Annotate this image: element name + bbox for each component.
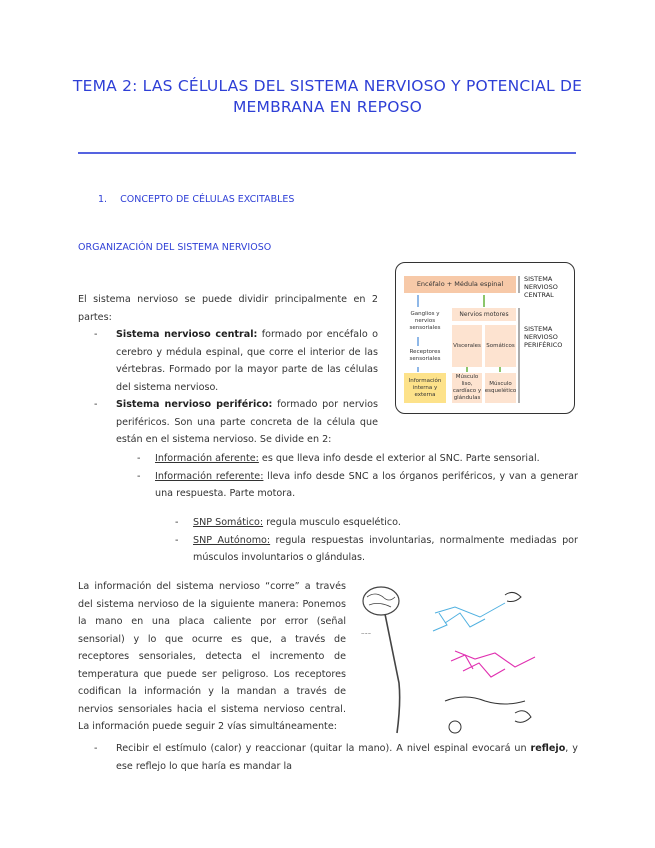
section-label: CONCEPTO DE CÉLULAS EXCITABLES <box>120 194 295 205</box>
snp-item-somatico: - SNP Somático: regula musculo esquelético. <box>175 517 401 528</box>
snp-text: regula musculo esquelético. <box>263 517 401 528</box>
info-item-aferente: - Información aferente: es que lleva info desde el exterior al SNC. Parte sensorial. <box>137 453 540 464</box>
diagram-musculo-esqueletico: Músculo esquelético <box>485 373 516 403</box>
intro-text: El sistema nervioso se puede dividir principalmente en 2 partes: <box>78 294 378 323</box>
reflex-bullet <box>78 740 578 775</box>
motor-neuron-sketch <box>451 651 535 677</box>
info-term: Información aferente: <box>155 453 259 464</box>
bullet-text: formado por encéfalo o cerebro y médula espinal, que corre el interior de las vértebras. Formado por la mayor parte de las células del sistema nervioso. <box>116 329 378 393</box>
info-item-referente: - Información referente: lleva info desde SNC a los órganos periféricos, y van a generar una respuesta. Parte motora. <box>137 470 579 499</box>
bullet-term: Sistema nervioso central: <box>116 329 258 340</box>
bullet-term: Sistema nervioso periférico: <box>116 399 273 410</box>
subsection-heading: ORGANIZACIÓN DEL SISTEMA NERVIOSO <box>78 242 272 253</box>
snp-list <box>171 514 578 567</box>
diagram-label-snc: SISTEMA NERVIOSO CENTRAL <box>524 275 558 299</box>
page-title: TEMA 2: LAS CÉLULAS DEL SISTEMA NERVIOSO Y POTENCIAL DE MEMBRANA EN REPOSO <box>72 77 583 116</box>
effector-sketch <box>445 592 531 733</box>
brain-spinal-cord-sketch <box>361 587 400 733</box>
reflex-text-2: , y ese reflejo lo que haría es mandar la <box>116 743 578 772</box>
bullet-snp: - Sistema nervioso periférico: formado por nervios periféricos. Son una parte concreta de la célula que están en el sistema nervioso. Se divide en 2: <box>94 399 378 445</box>
diagram-ganglios: Ganglios y nervios sensoriales <box>404 308 446 334</box>
diagram-cns-box: Encéfalo + Médula espinal <box>404 276 516 293</box>
diagram-somaticos: Somáticos <box>485 325 516 367</box>
diagram-receptores: Receptores sensoriales <box>404 347 446 365</box>
reflex-bold: reflejo <box>530 743 566 754</box>
intro-block <box>78 291 378 449</box>
diagram-label-snp: SISTEMA NERVIOSO PERIFÉRICO <box>524 325 563 349</box>
nervous-system-diagram <box>395 262 575 414</box>
info-text: lleva info desde SNC a los órganos periféricos, y van a generar una respuesta. Parte motora. <box>155 470 579 499</box>
snp-term: SNP Autónomo: <box>193 534 271 546</box>
diagram-motores: Nervios motores <box>452 308 516 321</box>
svg-text:~~~: ~~~ <box>361 631 372 636</box>
flow-paragraph: La información del sistema nervioso “corre” a través del sistema nervioso de la siguiente manera: Ponemos la mano en una placa caliente por error (señal sensorial) y lo que ocurre es que, a través de receptores sensoriales, detecta el incremento de temperatura que puede ser peligroso. Los receptores codifican la información y la mandan a través de nervios sensoriales hacia el sistema nervioso central. La información puede seguir 2 vías simultáneamente: <box>78 581 346 732</box>
title-divider <box>78 152 576 154</box>
diagram-musculo-liso: Músculo liso, cardíaco y glándulas <box>452 374 482 401</box>
reflex-text-1: Recibir el estímulo (calor) y reaccionar (quitar la mano). A nivel espinal evocará un <box>116 743 531 754</box>
reflex-item: - Recibir el estímulo (calor) y reaccionar (quitar la mano). A nivel espinal evocará un reflejo, y ese reflejo lo que haría es mandar la <box>94 743 578 772</box>
diagram-viscerales: Viscerales <box>452 325 482 367</box>
section-heading <box>98 194 294 205</box>
snp-text: regula respuestas involuntarias, normalmente mediadas por músculos involuntarios o glándulas. <box>193 534 578 563</box>
info-list <box>133 450 578 503</box>
info-text: es que lleva info desde el exterior al SNC. Parte sensorial. <box>258 453 540 464</box>
info-term: Información referente: <box>155 470 264 482</box>
sensory-neuron-sketch <box>433 603 505 631</box>
neural-pathway-illustration <box>355 583 577 743</box>
bullet-text: formado por nervios periféricos. Son una parte concreta de la célula que están en el sistema nervioso. Se divide en 2: <box>116 399 378 445</box>
snp-term: SNP Somático: <box>193 517 264 528</box>
snp-item-autonomo: - SNP Autónomo: regula respuestas involuntarias, normalmente mediadas por músculos involuntarios o glándulas. <box>175 534 578 563</box>
section-number: 1. <box>98 194 108 205</box>
diagram-informacion: Información interna y externa <box>404 373 446 403</box>
bullet-snc: - Sistema nervioso central: formado por encéfalo o cerebro y médula espinal, que corre el interior de las vértebras. Formado por la mayor parte de las células del sistema nervioso. <box>94 329 378 393</box>
